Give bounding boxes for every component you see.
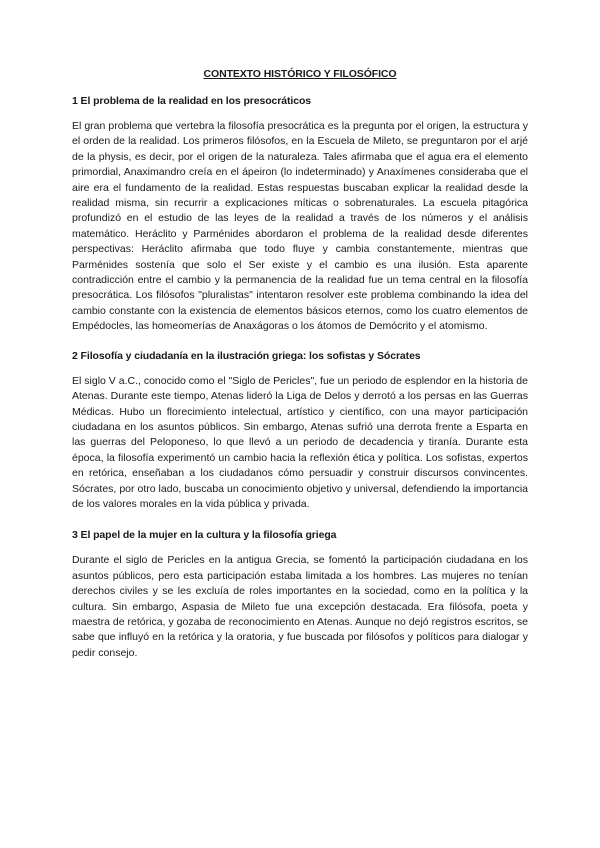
page-title: CONTEXTO HISTÓRICO Y FILOSÓFICO [203, 68, 397, 80]
section-paragraph: Durante el siglo de Pericles en la antigua Grecia, se fomentó la participación ciudadana en los asuntos públicos, pero esta participación estaba limitada a los hombres. Las mujeres no tenían derechos civiles y se les excluía de roles importantes en la sociedad, como en la política y la cultura. Sin embargo, Aspasia de Mileto fue una excepción destacada. Era filósofa, poeta y maestra de retórica, y gozaba de reconocimiento en Atenas. Aunque no dejó registros escritos, se sabe que influyó en la retórica y la oratoria, y fue buscada por filósofos y políticos para dialogar y pedir consejo. [72, 554, 528, 659]
section-heading: 1 El problema de la realidad en los presocráticos [72, 95, 312, 107]
section-paragraph: El siglo V a.C., conocido como el "Siglo de Pericles", fue un periodo de esplendor en la historia de Atenas. Durante este tiempo, Atenas lideró la Liga de Delos y derrotó a los persas en las Guerras Médicas. Hubo un florecimiento intelectual, artístico y científico, con una mayor participación ciudadana en los asuntos públicos. Sin embargo, Atenas sufrió una derrota frente a Esparta en las guerras del Peloponeso, lo que llevó a un periodo de decadencia y tiranía. Durante esta época, la filosofía experimentó un cambio hacia la reflexión ética y política. Los sofistas, expertos en retórica, enseñaban a los ciudadanos cómo persuadir y construir discursos convincentes. Sócrates, por otro lado, buscaba un conocimiento objetivo y universal, defendiendo la importancia de los valores morales en la vida pública y privada. [72, 374, 528, 510]
section-presocraticos [72, 95, 528, 335]
section-paragraph: El gran problema que vertebra la filosofía presocrática es la pregunta por el origen, la estructura y el orden de la realidad. Los primeros filósofos, en la Escuela de Mileto, se preguntaron por el arjé de la physis, es decir, por el origen de la naturaleza. Tales afirmaba que el agua era el elemento primordial, Anaximandro creía en el ápeiron (lo indeterminado) y Anaxímenes consideraba que el aire era el fundamento de la realidad. Estas respuestas buscaban explicar la realidad desde la realidad misma, sin recurrir a explicaciones míticas o sobrenaturales. La escuela pitagórica profundizó en el estudio de las leyes de la realidad a través de los números y el análisis matemático. Heráclito y Parménides abordaron el problema de la realidad desde diferentes perspectivas: Heráclito afirmaba que todo fluye y cambia constantemente, mientras que Parménides sostenía que solo el Ser existe y el cambio es una ilusión. Esta aparente contradicción entre el cambio y la permanencia de la realidad fue un tema central en la filosofía presocrática. Los filósofos "pluralistas" intentaron resolver este problema combinando la idea del cambio constante con la existencia de elementos básicos eternos, como los cuatro elementos de Empédocles, las homeomerías de Anaxágoras o los átomos de Demócrito y el atomismo. [72, 120, 528, 333]
section-mujer-cultura [72, 529, 528, 661]
section-sofistas-socrates [72, 350, 528, 513]
section-heading: 3 El papel de la mujer en la cultura y la filosofía griega [72, 529, 337, 542]
section-heading: 2 Filosofía y ciudadanía en la ilustración griega: los sofistas y Sócrates [72, 349, 421, 362]
document-page [72, 68, 528, 677]
